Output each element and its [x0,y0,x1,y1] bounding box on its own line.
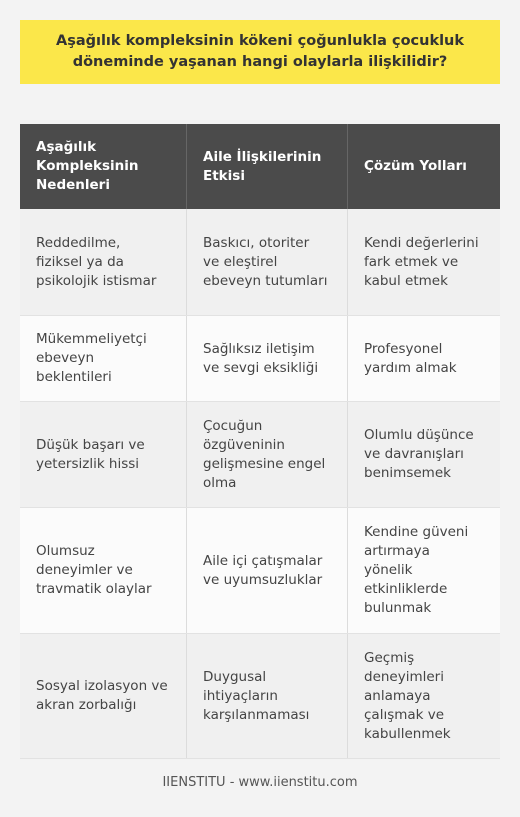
table-cell: Sosyal izolasyon ve akran zorbalığı [20,634,187,758]
page-title: Aşağılık kompleksinin kökeni çoğunlukla çocukluk döneminde yaşanan hangi olaylarla ilişkilidir? [55,33,465,70]
table-cell: Reddedilme, fiziksel ya da psikolojik istismar [20,209,187,315]
table-row [20,508,500,634]
table-row [20,209,500,316]
column-header: Aile İlişkilerinin Etkisi [187,124,348,209]
table-cell: Aile içi çatışmalar ve uyumsuzluklar [187,508,348,633]
table-row [20,634,500,759]
table-cell: Düşük başarı ve yetersizlik hissi [20,402,187,507]
table-cell: Mükemmeliyetçi ebeveyn beklentileri [20,316,187,401]
table-cell: Kendine güveni artırmaya yönelik etkinliklerde bulunmak [364,524,469,616]
table-row [20,402,500,508]
table-cell: Baskıcı, otoriter ve eleştirel ebeveyn tutumları [187,209,348,315]
comparison-table [20,124,500,759]
footer-credit: IIENSTITU - www.iienstitu.com [162,775,358,790]
table-row [20,316,500,402]
table-cell: Kendi değerlerini fark etmek ve kabul etmek [364,234,479,289]
table-cell: Olumlu düşünce ve davranışları benimsemek [364,427,474,481]
table-cell: Olumsuz deneyimler ve travmatik olaylar [20,508,187,633]
table-cell: Sağlıksız iletişim ve sevgi eksikliği [187,316,348,401]
column-header: Çözüm Yolları [364,158,467,174]
table-header-row [20,124,500,209]
table-cell: Duygusal ihtiyaçların karşılanmaması [187,634,348,758]
table-cell: Profesyonel yardım almak [364,340,457,376]
title-banner [20,20,500,84]
column-header: Aşağılık Kompleksinin Nedenleri [20,124,187,209]
table-cell: Geçmiş deneyimleri anlamaya çalışmak ve kabullenmek [364,649,451,742]
table-cell: Çocuğun özgüveninin gelişmesine engel olma [187,402,348,507]
